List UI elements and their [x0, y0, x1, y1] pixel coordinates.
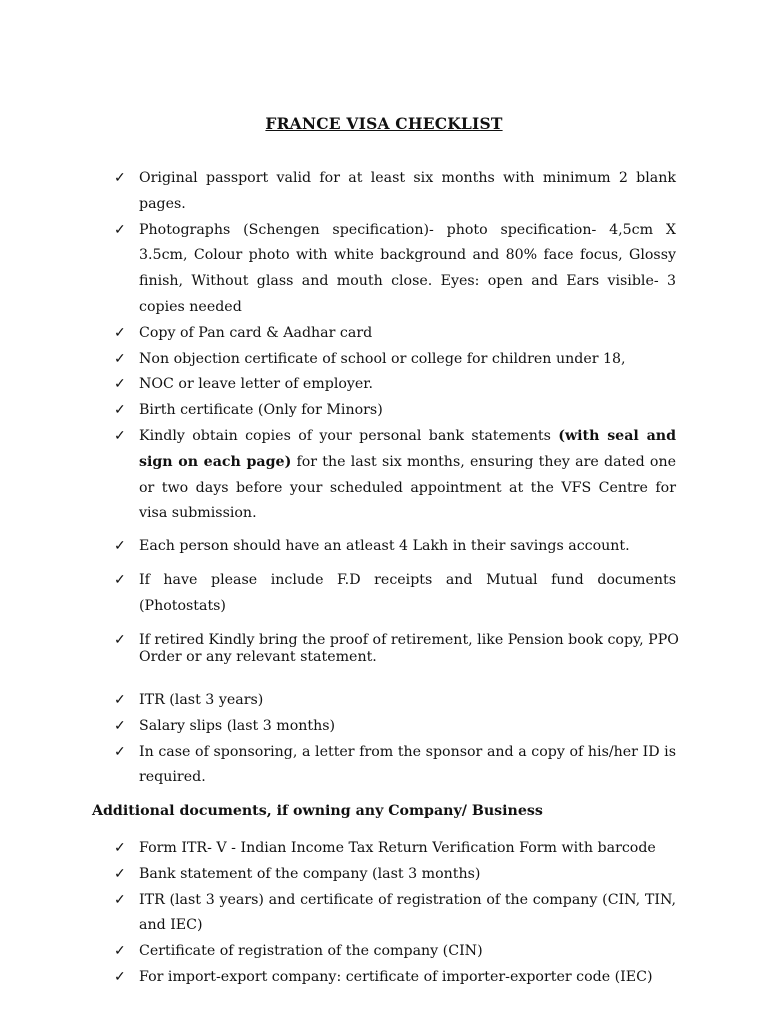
checklist-main — [114, 166, 676, 527]
list-item: ✓ Photographs (Schengen specification)- photo specification- 4,5cm X 3.5cm, Colour photo with white background and 80% face focus, Glossy finish, Without glass and mouth close. Eyes: open and Ears visible- 3 copies needed — [114, 218, 676, 321]
checklist-income — [114, 688, 676, 791]
check-icon: ✓ — [114, 538, 126, 554]
check-icon: ✓ — [114, 170, 126, 186]
check-icon: ✓ — [114, 376, 126, 393]
check-icon: ✓ — [114, 968, 126, 985]
list-item: ✓ Original passport valid for at least six months with minimum 2 blank pages. — [114, 166, 676, 218]
check-icon: ✓ — [114, 324, 126, 341]
check-icon: ✓ — [114, 572, 126, 588]
list-item: ✓ If retired Kindly bring the proof of retirement, like Pension book copy, PPO Order or any relevant statement. — [114, 632, 679, 665]
checklist-retired — [114, 632, 686, 666]
check-icon: ✓ — [114, 692, 126, 708]
list-item: ✓ If have please include F.D receipts and Mutual fund documents (Photostats) — [114, 568, 676, 620]
list-item: ✓ ITR (last 3 years) and certificate of registration of the company (CIN, TIN, and IEC) — [114, 888, 676, 940]
check-icon: ✓ — [114, 943, 126, 960]
list-item: ✓ Each person should have an atleast 4 Lakh in their savings account. — [114, 534, 676, 560]
check-icon: ✓ — [114, 632, 126, 648]
check-icon: ✓ — [114, 865, 126, 882]
checklist-savings — [114, 534, 676, 560]
check-icon: ✓ — [114, 221, 126, 238]
checklist-fd — [114, 568, 676, 620]
list-item: ✓ For import-export company: certificate of importer-exporter code (IEC) — [114, 965, 676, 991]
list-item: ✓ Form ITR- V - Indian Income Tax Return Verification Form with barcode — [114, 836, 676, 862]
section-heading: Additional documents, if owning any Company/ Business — [92, 803, 543, 819]
list-item: ✓ Certificate of registration of the company (CIN) — [114, 939, 676, 965]
list-item: ✓ In case of sponsoring, a letter from the sponsor and a copy of his/her ID is required. — [114, 740, 676, 792]
list-item: ✓ Bank statement of the company (last 3 months) — [114, 862, 676, 888]
checklist-company — [114, 836, 676, 991]
list-item: ✓ ITR (last 3 years) — [114, 688, 676, 714]
check-icon: ✓ — [114, 840, 126, 856]
check-icon: ✓ — [114, 891, 126, 908]
list-item: ✓ NOC or leave letter of employer. — [114, 372, 676, 398]
list-item: ✓ Copy of Pan card & Aadhar card — [114, 321, 676, 347]
list-item: ✓ Salary slips (last 3 months) — [114, 714, 676, 740]
check-icon: ✓ — [114, 717, 126, 734]
check-icon: ✓ — [114, 350, 126, 367]
bank-item-emphasis: (with seal and sign on each page) — [139, 427, 677, 470]
check-icon: ✓ — [114, 402, 126, 419]
page-title: FRANCE VISA CHECKLIST — [265, 114, 503, 133]
bank-statement-item: ✓ Kindly obtain copies of your personal bank statements (with seal and sign on each page) for the last six months, ensuring they are dated one or two days before your scheduled appointment at the VFS Centre for visa submission. — [114, 424, 676, 527]
list-item: ✓ Birth certificate (Only for Minors) — [114, 398, 676, 424]
list-item: ✓ Non objection certificate of school or college for children under 18, — [114, 347, 676, 373]
check-icon: ✓ — [114, 427, 126, 444]
check-icon: ✓ — [114, 743, 126, 760]
